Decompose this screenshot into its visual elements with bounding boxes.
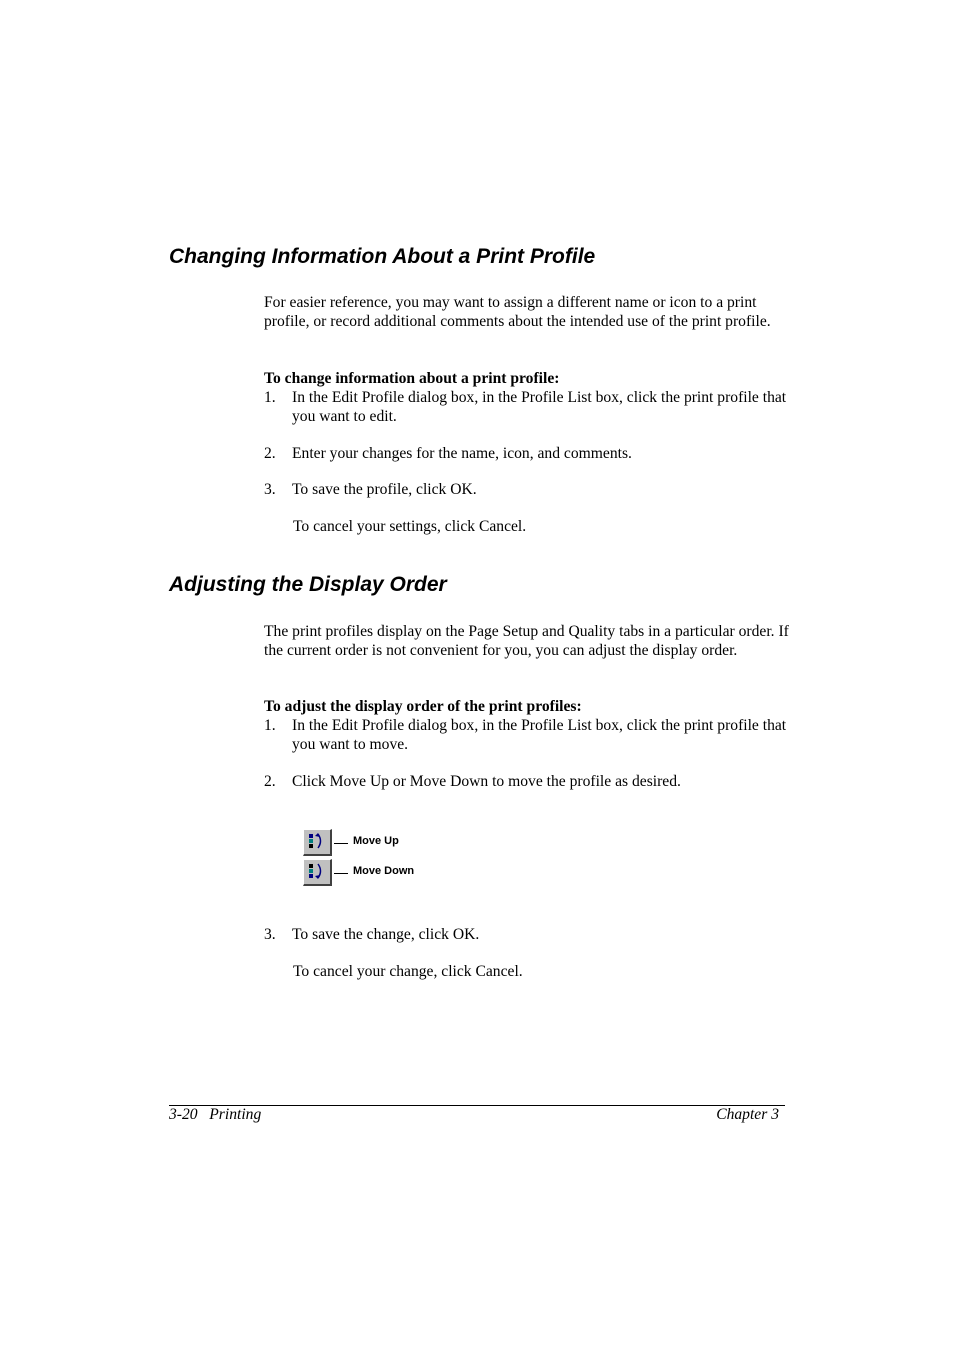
section-heading-changing-info: Changing Information About a Print Profile xyxy=(169,245,596,268)
section1-step3-text: To save the profile, click OK. xyxy=(292,481,477,498)
section1-step1-number: 1. xyxy=(264,389,276,406)
section2-step1-number: 1. xyxy=(264,717,276,734)
section1-intro: For easier reference, you may want to assign a different name or icon to a print profile, or record additional comments about the intended use of the print profile. xyxy=(264,294,771,331)
section1-procedure-title: To change information about a print profile: xyxy=(264,370,560,387)
move-up-button[interactable] xyxy=(303,829,332,856)
section2-procedure-title: To adjust the display order of the print profiles: xyxy=(264,698,582,715)
section2-intro: The print profiles display on the Page Setup and Quality tabs in a particular order. If the current order is not convenient for you, you can adjust the display order. xyxy=(264,623,789,660)
move-up-label: Move Up xyxy=(353,835,399,847)
section1-step1-text: In the Edit Profile dialog box, in the Profile List box, click the print profile that you want to edit. xyxy=(292,389,787,426)
move-up-icon xyxy=(304,830,330,854)
move-down-label: Move Down xyxy=(353,865,415,877)
section1-cancel-note: To cancel your settings, click Cancel. xyxy=(293,518,527,535)
section1-step2-number: 2. xyxy=(264,445,276,462)
section2-step2-number: 2. xyxy=(264,773,276,790)
footer-rule xyxy=(169,1105,785,1106)
section1-step3-number: 3. xyxy=(264,481,276,498)
footer-page-info: 3-20 Printing xyxy=(169,1106,262,1123)
move-down-button[interactable] xyxy=(303,859,332,886)
move-up-leader-line xyxy=(334,843,348,844)
move-down-leader-line xyxy=(334,873,348,874)
footer-chapter: Chapter 3 xyxy=(716,1106,779,1123)
section2-step1-text: In the Edit Profile dialog box, in the Profile List box, click the print profile that you want to move. xyxy=(292,717,787,754)
section2-step3-text: To save the change, click OK. xyxy=(292,926,480,943)
section-heading-display-order: Adjusting the Display Order xyxy=(169,573,447,596)
section2-step3-number: 3. xyxy=(264,926,276,943)
section2-step2-text: Click Move Up or Move Down to move the profile as desired. xyxy=(292,773,681,790)
section1-step2-text: Enter your changes for the name, icon, and comments. xyxy=(292,445,632,462)
section2-cancel-note: To cancel your change, click Cancel. xyxy=(293,963,523,980)
move-down-icon xyxy=(304,860,330,884)
